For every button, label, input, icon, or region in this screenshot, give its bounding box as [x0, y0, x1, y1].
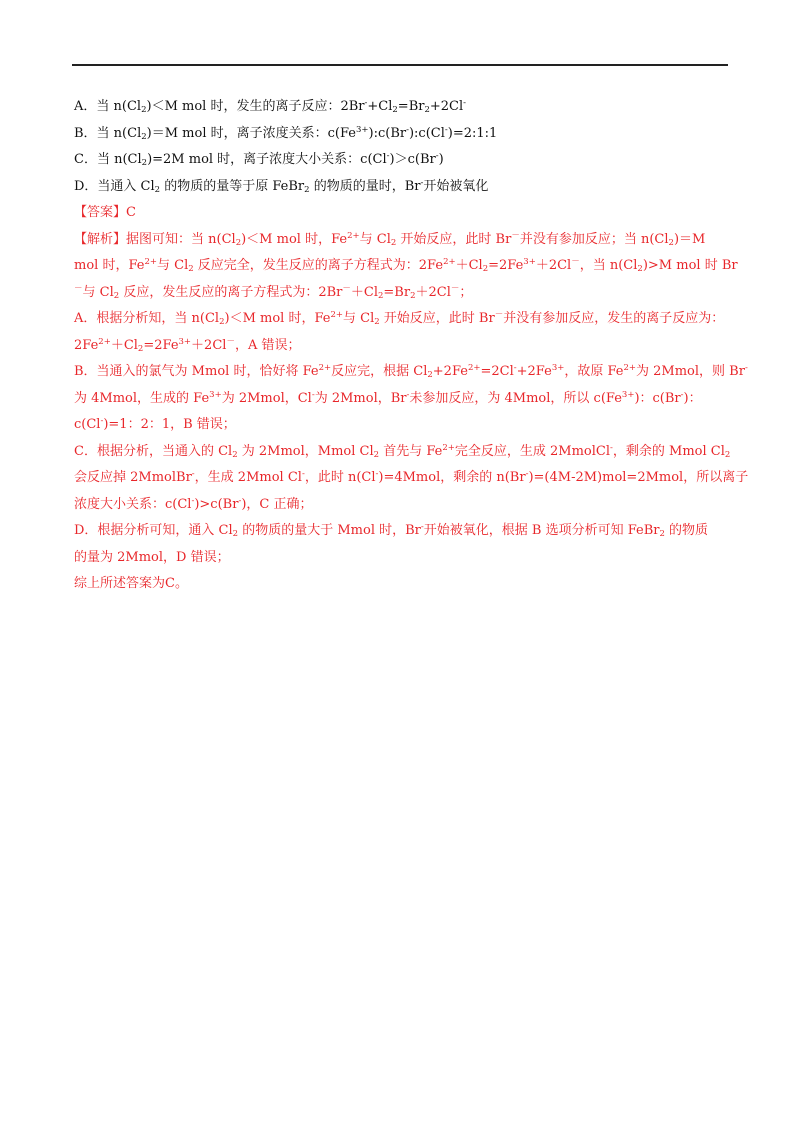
analysis-line: 的量为 2Mmol，D 错误； — [74, 549, 230, 565]
analysis-line: B．当通入的氯气为 Mmol 时，恰好将 $Fe^{2+}$反应完，根据 $Cl_2+2Fe^{2+}=2Cl^-+2Fe^{3+}$，故原 $Fe^{2+}$为 2Mmol，则 Br- — [74, 363, 748, 380]
options-list — [74, 94, 734, 200]
analysis-line: $2Fe^{2+}+Cl_2=2Fe^{3+}+2Cl^-$，A 错误； — [74, 336, 301, 354]
analysis-line: 综上所述答案为C。 — [74, 576, 188, 591]
analysis-line: －与 $Cl_2$ 反应，发生反应的离子方程式为：$2Br^-+Cl_2=Br_2+2Cl^-$； — [74, 283, 473, 301]
analysis-line: A．根据分析知，当 $n(Cl_2)<M$ mol 时，$Fe^{2+}$与 $Cl_2$ 开始反应，此时 Br－并没有参加反应，发生的离子反应为： — [74, 310, 725, 327]
analysis-line: 【解析】据图可知：当 $n(Cl_2)<M$ mol 时，$Fe^{2+}$与 $Cl_2$ 开始反应，此时 Br－并没有参加反应；当 $n(Cl_2)=M$ — [74, 230, 706, 248]
question-content — [74, 94, 749, 598]
analysis-block — [74, 227, 749, 598]
answer-line: 【答案】C — [74, 205, 136, 220]
analysis-line: D．根据分析可知，通入 $Cl_2$ 的物质的量大于 Mmol 时，Br-开始被氧化，根据 B 选项分析可知 FeBr$_2$ 的物质 — [74, 522, 709, 539]
analysis-line: 会反应掉 2MmolBr-，生成 2Mmol Cl-，此时 n(Cl-)=4Mmol，剩余的 n(Br-)=(4M-2M)mol=2Mmol，所以离子 — [74, 469, 749, 485]
analysis-line: mol 时，$Fe^{2+}$与 $Cl_2$ 反应完全，发生反应的离子方程式为：$2Fe^{2+}+Cl_2=2Fe^{3+}+2Cl^-$，当 $n(Cl_2)>M$ mol 时 Br — [74, 257, 738, 274]
analysis-line: C．根据分析，当通入的 $Cl_2$ 为 2Mmol，Mmol $Cl_2$ 首先与 $Fe^{2+}$完全反应，生成 2MmolCl-，剩余的 Mmol $Cl_2$ — [74, 442, 731, 460]
analysis-line: c(Cl-)=1：2：1，B 错误； — [74, 416, 236, 432]
header-rule — [72, 64, 728, 66]
option-a: A．当 $n(Cl_2)<M$ mol 时，发生的离子反应：$2Br^-+Cl_2=Br_2+2Cl^-$ — [74, 98, 467, 115]
analysis-line: 浓度大小关系：c(Cl-)>c(Br-)，C 正确； — [74, 495, 313, 512]
option-b: B．当 $n(Cl_2)=M$ mol 时，离子浓度关系：$c(Fe^{3+}):c(Br^-):c(Cl^-)=2:1:1$ — [74, 124, 498, 142]
option-c: C．当 $n(Cl_2)=2M$ mol 时，离子浓度大小关系：c(Cl-)＞c(Br-) — [74, 151, 444, 168]
analysis-line: 为 4Mmol，生成的 $Fe^{3+}$为 2Mmol，Cl-为 2Mmol，Br-未参加反应，为 4Mmol，所以 $c(Fe^{3+})$：c(Br-)： — [74, 389, 702, 406]
option-d: D．当通入 $Cl_2$ 的物质的量等于原 FeBr$_2$ 的物质的量时，Br-开始被氧化 — [74, 177, 489, 195]
